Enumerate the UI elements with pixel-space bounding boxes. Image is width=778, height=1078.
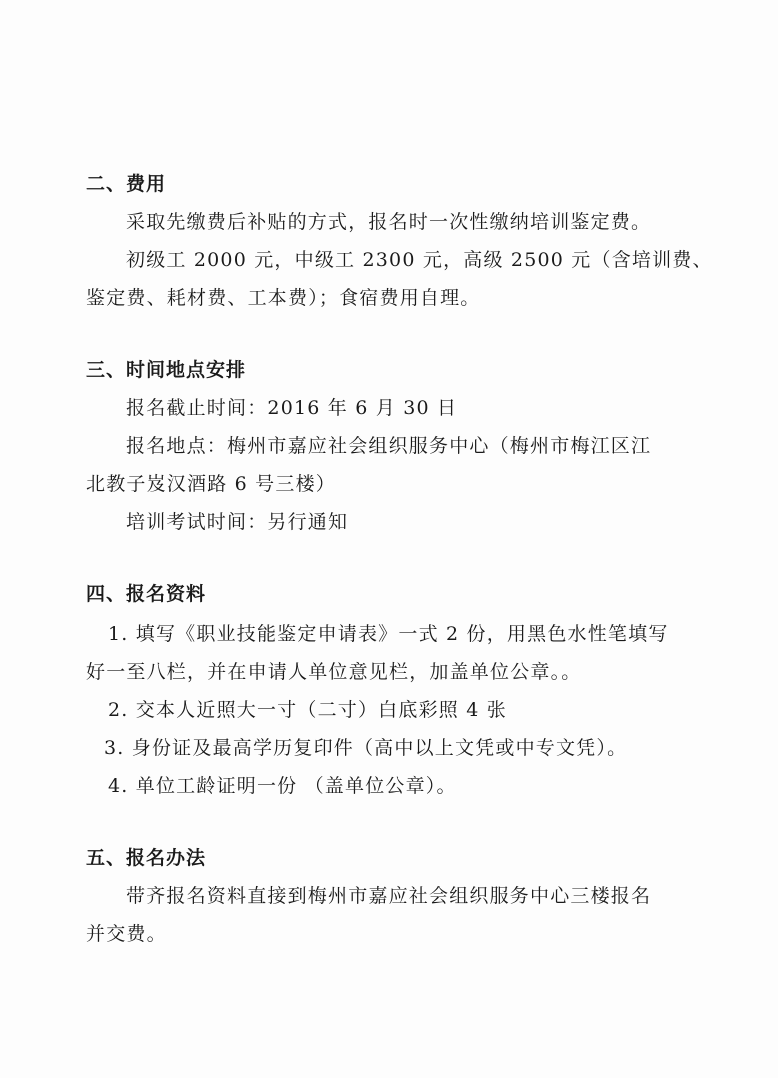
materials-item-4: 4. 单位工龄证明一份 （盖单位公章）。 [108,775,457,797]
materials-item-2: 2. 交本人近照大一寸（二寸）白底彩照 4 张 [108,699,507,721]
section-heading-schedule: 三、时间地点安排 [86,359,247,381]
materials-item-3: 3. 身份证及最高学历复印件（高中以上文凭或中专文凭）。 [104,737,628,759]
registration-location-line-2: 北教子岌汉酒路 6 号三楼） [86,473,336,495]
registration-deadline: 报名截止时间：2016 年 6 月 30 日 [126,397,458,419]
fees-paragraph-2-line-2: 鉴定费、耗材费、工本费）；食宿费用自理。 [86,287,481,309]
method-paragraph-line-2: 并交费。 [86,923,167,945]
section-heading-fees: 二、费用 [86,173,167,195]
fees-paragraph-1: 采取先缴费后补贴的方式，报名时一次性缴纳培训鉴定费。 [126,211,652,233]
materials-item-1-line-1: 1. 填写《职业技能鉴定申请表》一式 2 份，用黑色水性笔填写 [108,623,669,645]
method-paragraph-line-1: 带齐报名资料直接到梅州市嘉应社会组织服务中心三楼报名 [126,885,652,907]
exam-time: 培训考试时间：另行通知 [126,511,349,533]
section-heading-method: 五、报名办法 [86,847,207,869]
materials-item-1-line-2: 好一至八栏，并在申请人单位意见栏，加盖单位公章。。 [86,661,582,683]
fees-paragraph-2-line-1: 初级工 2000 元，中级工 2300 元，高级 2500 元（含培训费、 [126,249,713,271]
registration-location-line-1: 报名地点：梅州市嘉应社会组织服务中心（梅州市梅江区江 [126,435,652,457]
section-heading-materials: 四、报名资料 [86,583,207,605]
